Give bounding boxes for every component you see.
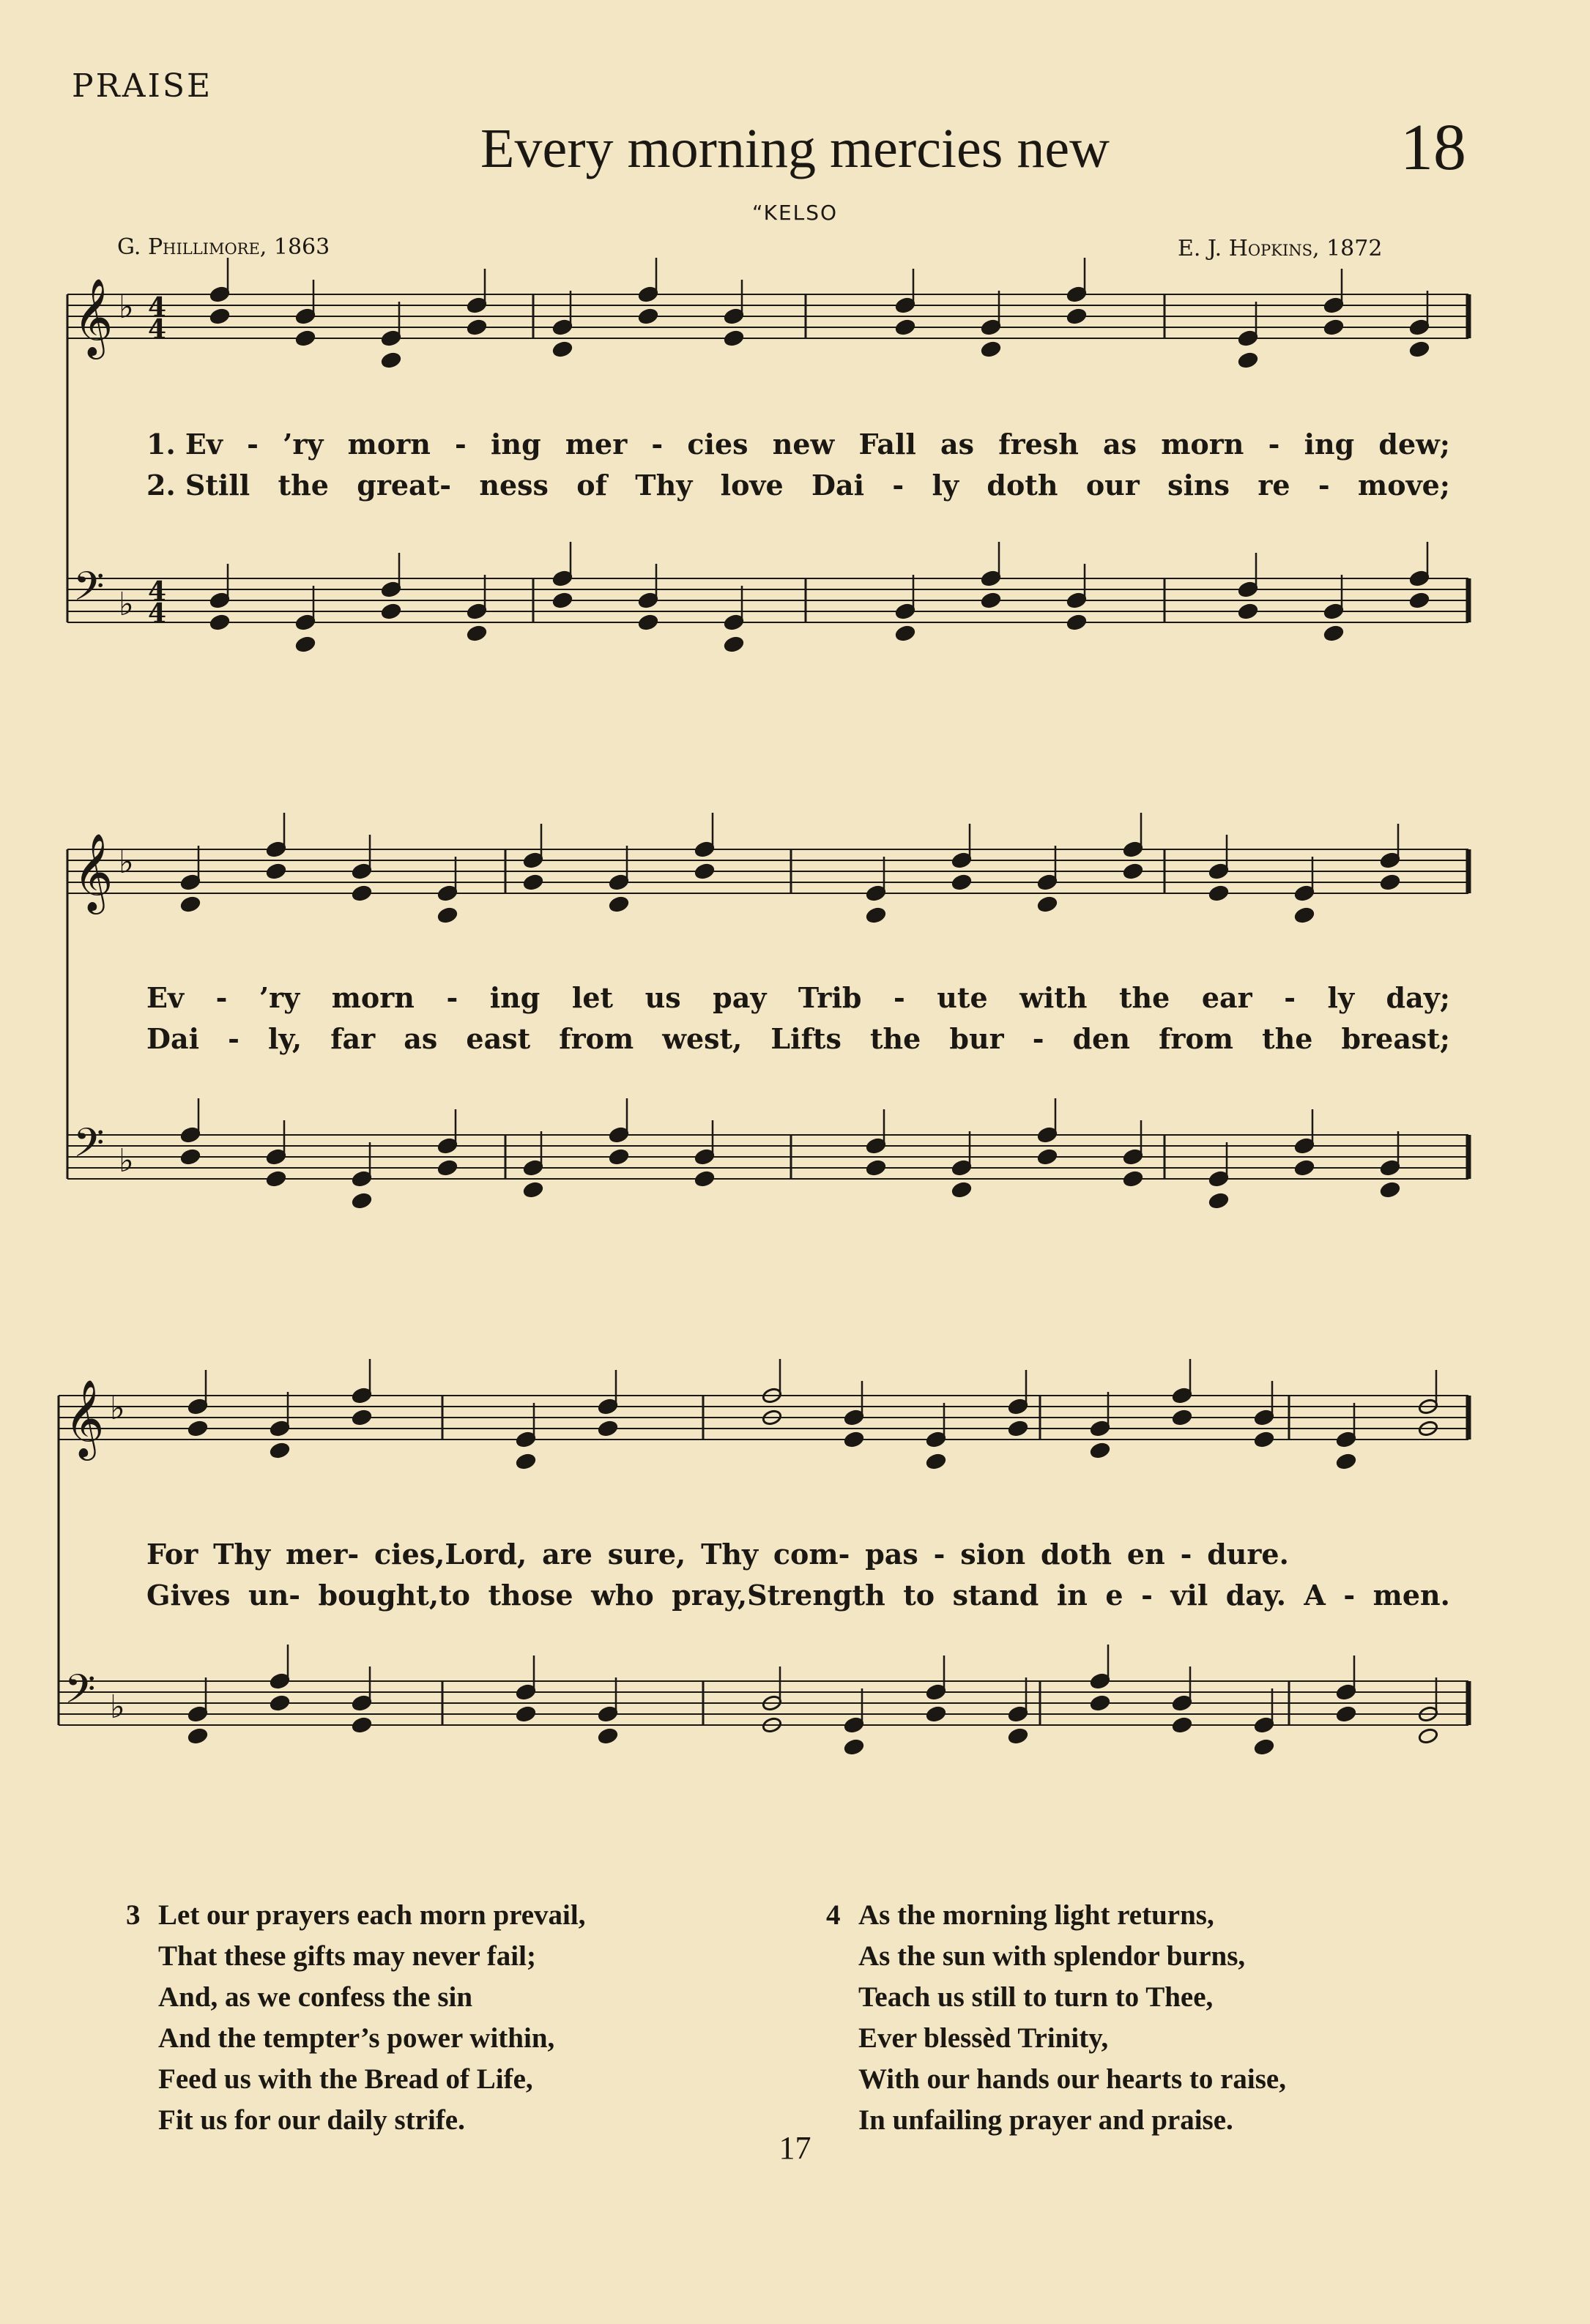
- lyric-word: ly,: [267, 1022, 302, 1055]
- lyric-word: the: [1119, 981, 1170, 1014]
- verse-3: [126, 1895, 586, 2141]
- note-head: [926, 1705, 946, 1722]
- lyric-word: Gives: [146, 1579, 231, 1612]
- tune-name: “KELSO: [751, 201, 839, 225]
- lyric-word: east: [466, 1022, 531, 1055]
- lyric-word: ly: [932, 469, 959, 502]
- lyric-word: ing: [491, 428, 541, 461]
- note-head: [295, 329, 316, 346]
- note-head: [1294, 906, 1315, 923]
- note-head: [1172, 1409, 1192, 1426]
- note-head: [694, 1170, 715, 1187]
- lyric-word: cies: [687, 428, 748, 461]
- verse-line: And the tempter’s power within,: [158, 2022, 555, 2054]
- note-head: [609, 1148, 629, 1165]
- lyric-word: new: [772, 428, 835, 461]
- note-head: [895, 319, 915, 335]
- lyric-word: Thy: [701, 1538, 759, 1571]
- note-head: [981, 340, 1001, 357]
- lyric-word: mer-: [285, 1538, 360, 1571]
- lyric-word: the: [278, 469, 329, 502]
- note-head: [467, 625, 487, 641]
- lyric-word: day.: [1225, 1579, 1286, 1612]
- lyric-word: cies,Lord,: [374, 1538, 527, 1571]
- lyric-word: breast;: [1341, 1022, 1450, 1055]
- lyric-word: love: [720, 469, 784, 502]
- lyric-word: -: [455, 428, 467, 461]
- flat-sign-icon: ♭: [110, 1390, 125, 1427]
- note-head: [1409, 592, 1430, 608]
- lyric-word: morn: [1161, 428, 1244, 461]
- note-head: [609, 895, 629, 912]
- lyric-word: A: [1304, 1579, 1326, 1612]
- author-credit: G. Phillimore, 1863: [117, 234, 330, 260]
- note-head: [270, 1694, 290, 1711]
- lyric-word: fresh: [998, 428, 1079, 461]
- note-head: [352, 1409, 372, 1426]
- lyric-word: from: [559, 1022, 634, 1055]
- lyric-word: Thy: [213, 1538, 271, 1571]
- lyric-line-system3-verse1: [146, 1538, 1289, 1571]
- note-head: [266, 1170, 286, 1187]
- note-head: [1336, 1453, 1356, 1470]
- note-head: [187, 1727, 208, 1744]
- note-head: [1323, 625, 1344, 641]
- lyric-word: -: [228, 1022, 239, 1055]
- lyric-word: are: [542, 1538, 592, 1571]
- lyric-word: Dai: [811, 469, 865, 502]
- bass-clef-icon: 𝄢: [64, 1666, 96, 1722]
- lyric-word: mer: [565, 428, 628, 461]
- lyric-word: in: [1056, 1579, 1088, 1612]
- note-head: [866, 906, 886, 923]
- note-head: [844, 1738, 864, 1755]
- verse-line: And, as we confess the sin: [158, 1981, 473, 2013]
- lyric-line-system3-verse2: [146, 1579, 1450, 1612]
- bass-clef-icon: 𝄢: [73, 1120, 105, 1176]
- note-head: [209, 614, 230, 630]
- lyric-word: Thy: [635, 469, 693, 502]
- note-head: [638, 308, 658, 324]
- lyric-word: sion: [960, 1538, 1026, 1571]
- note-head: [1037, 1148, 1058, 1165]
- lyric-word: far: [330, 1022, 376, 1055]
- lyric-line-system2-verse1: [146, 981, 1450, 1014]
- note-head: [1409, 340, 1430, 357]
- note-head: [1066, 614, 1087, 630]
- flat-sign-icon: ♭: [119, 843, 134, 881]
- lyric-word: ing: [489, 981, 540, 1014]
- lyric-line-system1-verse2: [146, 469, 1450, 502]
- note-head: [1090, 1442, 1110, 1459]
- lyric-word: ly: [1327, 981, 1355, 1014]
- note-head: [381, 603, 401, 619]
- time-signature-bottom: 4: [148, 598, 167, 629]
- note-head: [694, 863, 715, 879]
- flat-sign-icon: ♭: [119, 288, 134, 326]
- note-head: [1208, 884, 1229, 901]
- note-head: [295, 636, 316, 652]
- note-head: [516, 1705, 536, 1722]
- lyric-word: great-: [357, 469, 451, 502]
- lyric-word: sins: [1167, 469, 1230, 502]
- note-head: [844, 1431, 864, 1448]
- lyric-word: of: [576, 469, 607, 502]
- note-head: [895, 625, 915, 641]
- lyric-word: -: [446, 981, 458, 1014]
- note-head: [598, 1727, 618, 1744]
- lyric-word: -: [892, 469, 904, 502]
- lyric-word: sure,: [607, 1538, 686, 1571]
- lyric-word: 2. Still: [146, 469, 250, 502]
- lyric-word: bur: [949, 1022, 1004, 1055]
- note-head: [638, 614, 658, 630]
- lyric-word: -: [933, 1538, 946, 1571]
- lyric-word: who: [591, 1579, 654, 1612]
- note-head: [352, 884, 372, 901]
- note-head: [981, 592, 1001, 608]
- note-head: [926, 1453, 946, 1470]
- lyric-word: Ev: [146, 981, 185, 1014]
- lyric-word: dure.: [1207, 1538, 1289, 1571]
- lyric-word: com-: [773, 1538, 850, 1571]
- lyric-word: Fall: [858, 428, 916, 461]
- lyric-word: re: [1257, 469, 1290, 502]
- note-head: [552, 592, 573, 608]
- lyric-word: ing: [1304, 428, 1355, 461]
- lyric-word: west,: [662, 1022, 743, 1055]
- treble-clef-icon: 𝄞: [64, 1379, 105, 1457]
- note-head: [352, 1716, 372, 1733]
- lyric-word: bought,to: [318, 1579, 470, 1612]
- lyric-word: un-: [248, 1579, 301, 1612]
- note-head: [1037, 895, 1058, 912]
- lyric-word: -: [1343, 1579, 1356, 1612]
- note-head: [1254, 1431, 1274, 1448]
- flat-sign-icon: ♭: [119, 1142, 134, 1180]
- treble-clef-icon: 𝄞: [73, 278, 114, 356]
- lyric-word: with: [1019, 981, 1088, 1014]
- note-head: [1008, 1727, 1028, 1744]
- verse-line: Teach us still to turn to Thee,: [858, 1981, 1214, 2013]
- lyric-word: 1. Ev: [146, 428, 223, 461]
- lyric-word: from: [1159, 1022, 1233, 1055]
- verse-line: Feed us with the Bread of Life,: [158, 2063, 533, 2095]
- verse-line: Ever blessèd Trinity,: [858, 2022, 1109, 2054]
- lyric-word: men.: [1372, 1579, 1450, 1612]
- hymn-number: 18: [1400, 111, 1466, 184]
- note-head: [598, 1420, 618, 1437]
- lyric-word: ute: [937, 981, 988, 1014]
- lyric-word: -: [1318, 469, 1330, 502]
- time-signature-bottom: 4: [148, 314, 167, 345]
- note-head: [1172, 1716, 1192, 1733]
- note-head: [866, 1159, 886, 1176]
- note-head: [724, 329, 744, 346]
- note-head: [523, 1181, 543, 1198]
- lyric-word: -: [215, 981, 228, 1014]
- verse-line: Fit us for our daily strife.: [158, 2104, 465, 2136]
- flat-sign-icon: ♭: [119, 586, 134, 623]
- lyric-word: ’ry: [259, 981, 300, 1014]
- note-head: [951, 874, 972, 890]
- lyric-word: the: [869, 1022, 921, 1055]
- note-head: [1123, 1170, 1143, 1187]
- lyric-word: doth: [987, 469, 1058, 502]
- lyric-word: For: [146, 1538, 198, 1571]
- time-signature-top: 4: [148, 292, 167, 323]
- lyric-word: as: [404, 1022, 438, 1055]
- verse-line: That these gifts may never fail;: [158, 1940, 536, 1972]
- note-head: [552, 340, 573, 357]
- lyric-word: doth: [1040, 1538, 1112, 1571]
- note-head: [1380, 1181, 1400, 1198]
- lyric-word: to: [903, 1579, 935, 1612]
- lyric-word: -: [1141, 1579, 1153, 1612]
- note-head: [266, 863, 286, 879]
- note-head: [1238, 351, 1258, 368]
- lyric-word: morn: [331, 981, 415, 1014]
- lyric-word: those: [488, 1579, 573, 1612]
- note-head: [437, 906, 458, 923]
- verse-line: In unfailing prayer and praise.: [858, 2104, 1233, 2136]
- lyric-word: ear: [1201, 981, 1252, 1014]
- note-head: [381, 351, 401, 368]
- lyric-word: -: [651, 428, 664, 461]
- lyric-word: as: [940, 428, 975, 461]
- verse-number: 3: [126, 1899, 141, 1931]
- page-number: 17: [779, 2130, 811, 2166]
- note-head: [270, 1442, 290, 1459]
- lyric-line-system2-verse2: [146, 1022, 1450, 1055]
- note-head: [523, 874, 543, 890]
- lyric-word: pray,Strength: [672, 1579, 885, 1612]
- lyric-word: Trib: [798, 981, 862, 1014]
- lyric-word: -: [1268, 428, 1280, 461]
- note-head: [1336, 1705, 1356, 1722]
- time-signature-top: 4: [148, 576, 167, 607]
- verse-line: As the morning light returns,: [858, 1899, 1214, 1931]
- lyric-word: ness: [479, 469, 549, 502]
- note-head: [1380, 874, 1400, 890]
- lyric-word: stand: [952, 1579, 1039, 1612]
- note-head: [437, 1159, 458, 1176]
- lyric-word: en: [1126, 1538, 1165, 1571]
- composer-credit: E. J. Hopkins, 1872: [1178, 236, 1383, 261]
- lyric-word: let: [571, 981, 614, 1014]
- lyric-word: as: [1103, 428, 1137, 461]
- lyric-word: morn: [347, 428, 431, 461]
- lyric-line-system1-verse1: [146, 428, 1450, 461]
- note-head: [1208, 1192, 1229, 1209]
- verse-line: With our hands our hearts to raise,: [858, 2063, 1286, 2095]
- note-head: [352, 1192, 372, 1209]
- lyric-word: Lifts: [770, 1022, 842, 1055]
- verse-4: [826, 1895, 1286, 2141]
- lyric-word: vil: [1170, 1579, 1208, 1612]
- lyric-word: pay: [713, 981, 767, 1014]
- note-head: [209, 308, 230, 324]
- note-head: [1254, 1738, 1274, 1755]
- note-head: [187, 1420, 208, 1437]
- flat-sign-icon: ♭: [110, 1688, 125, 1726]
- section-label: PRAISE: [72, 67, 213, 105]
- lyric-word: -: [893, 981, 905, 1014]
- lyric-word: day;: [1386, 981, 1450, 1014]
- hymn-title: Every morning mercies new: [480, 118, 1110, 179]
- lyric-word: -: [247, 428, 259, 461]
- verse-line: As the sun with splendor burns,: [858, 1940, 1246, 1972]
- lyric-word: -: [1180, 1538, 1192, 1571]
- bass-clef-icon: 𝄢: [73, 563, 105, 619]
- note-head: [467, 319, 487, 335]
- lyric-word: move;: [1358, 469, 1450, 502]
- verse-number: 4: [826, 1899, 841, 1931]
- note-head: [1090, 1694, 1110, 1711]
- lyric-word: e: [1105, 1579, 1123, 1612]
- lyric-word: the: [1262, 1022, 1313, 1055]
- note-head: [1123, 863, 1143, 879]
- note-head: [1066, 308, 1087, 324]
- note-head: [1008, 1420, 1028, 1437]
- lyric-word: Dai: [146, 1022, 200, 1055]
- lyric-word: ’ry: [283, 428, 324, 461]
- treble-clef-icon: 𝄞: [73, 833, 114, 911]
- note-head: [724, 636, 744, 652]
- note-head: [1238, 603, 1258, 619]
- note-head: [180, 895, 201, 912]
- lyric-word: dew;: [1378, 428, 1450, 461]
- note-head: [1294, 1159, 1315, 1176]
- note-head: [516, 1453, 536, 1470]
- note-head: [951, 1181, 972, 1198]
- lyric-word: pas: [865, 1538, 918, 1571]
- half-note-head: [1418, 1727, 1438, 1744]
- lyric-word: -: [1032, 1022, 1044, 1055]
- verse-line: Let our prayers each morn prevail,: [158, 1899, 586, 1931]
- note-head: [180, 1148, 201, 1165]
- lyric-word: us: [644, 981, 681, 1014]
- lyric-word: our: [1085, 469, 1140, 502]
- note-head: [1323, 319, 1344, 335]
- lyric-word: den: [1072, 1022, 1130, 1055]
- lyric-word: -: [1284, 981, 1296, 1014]
